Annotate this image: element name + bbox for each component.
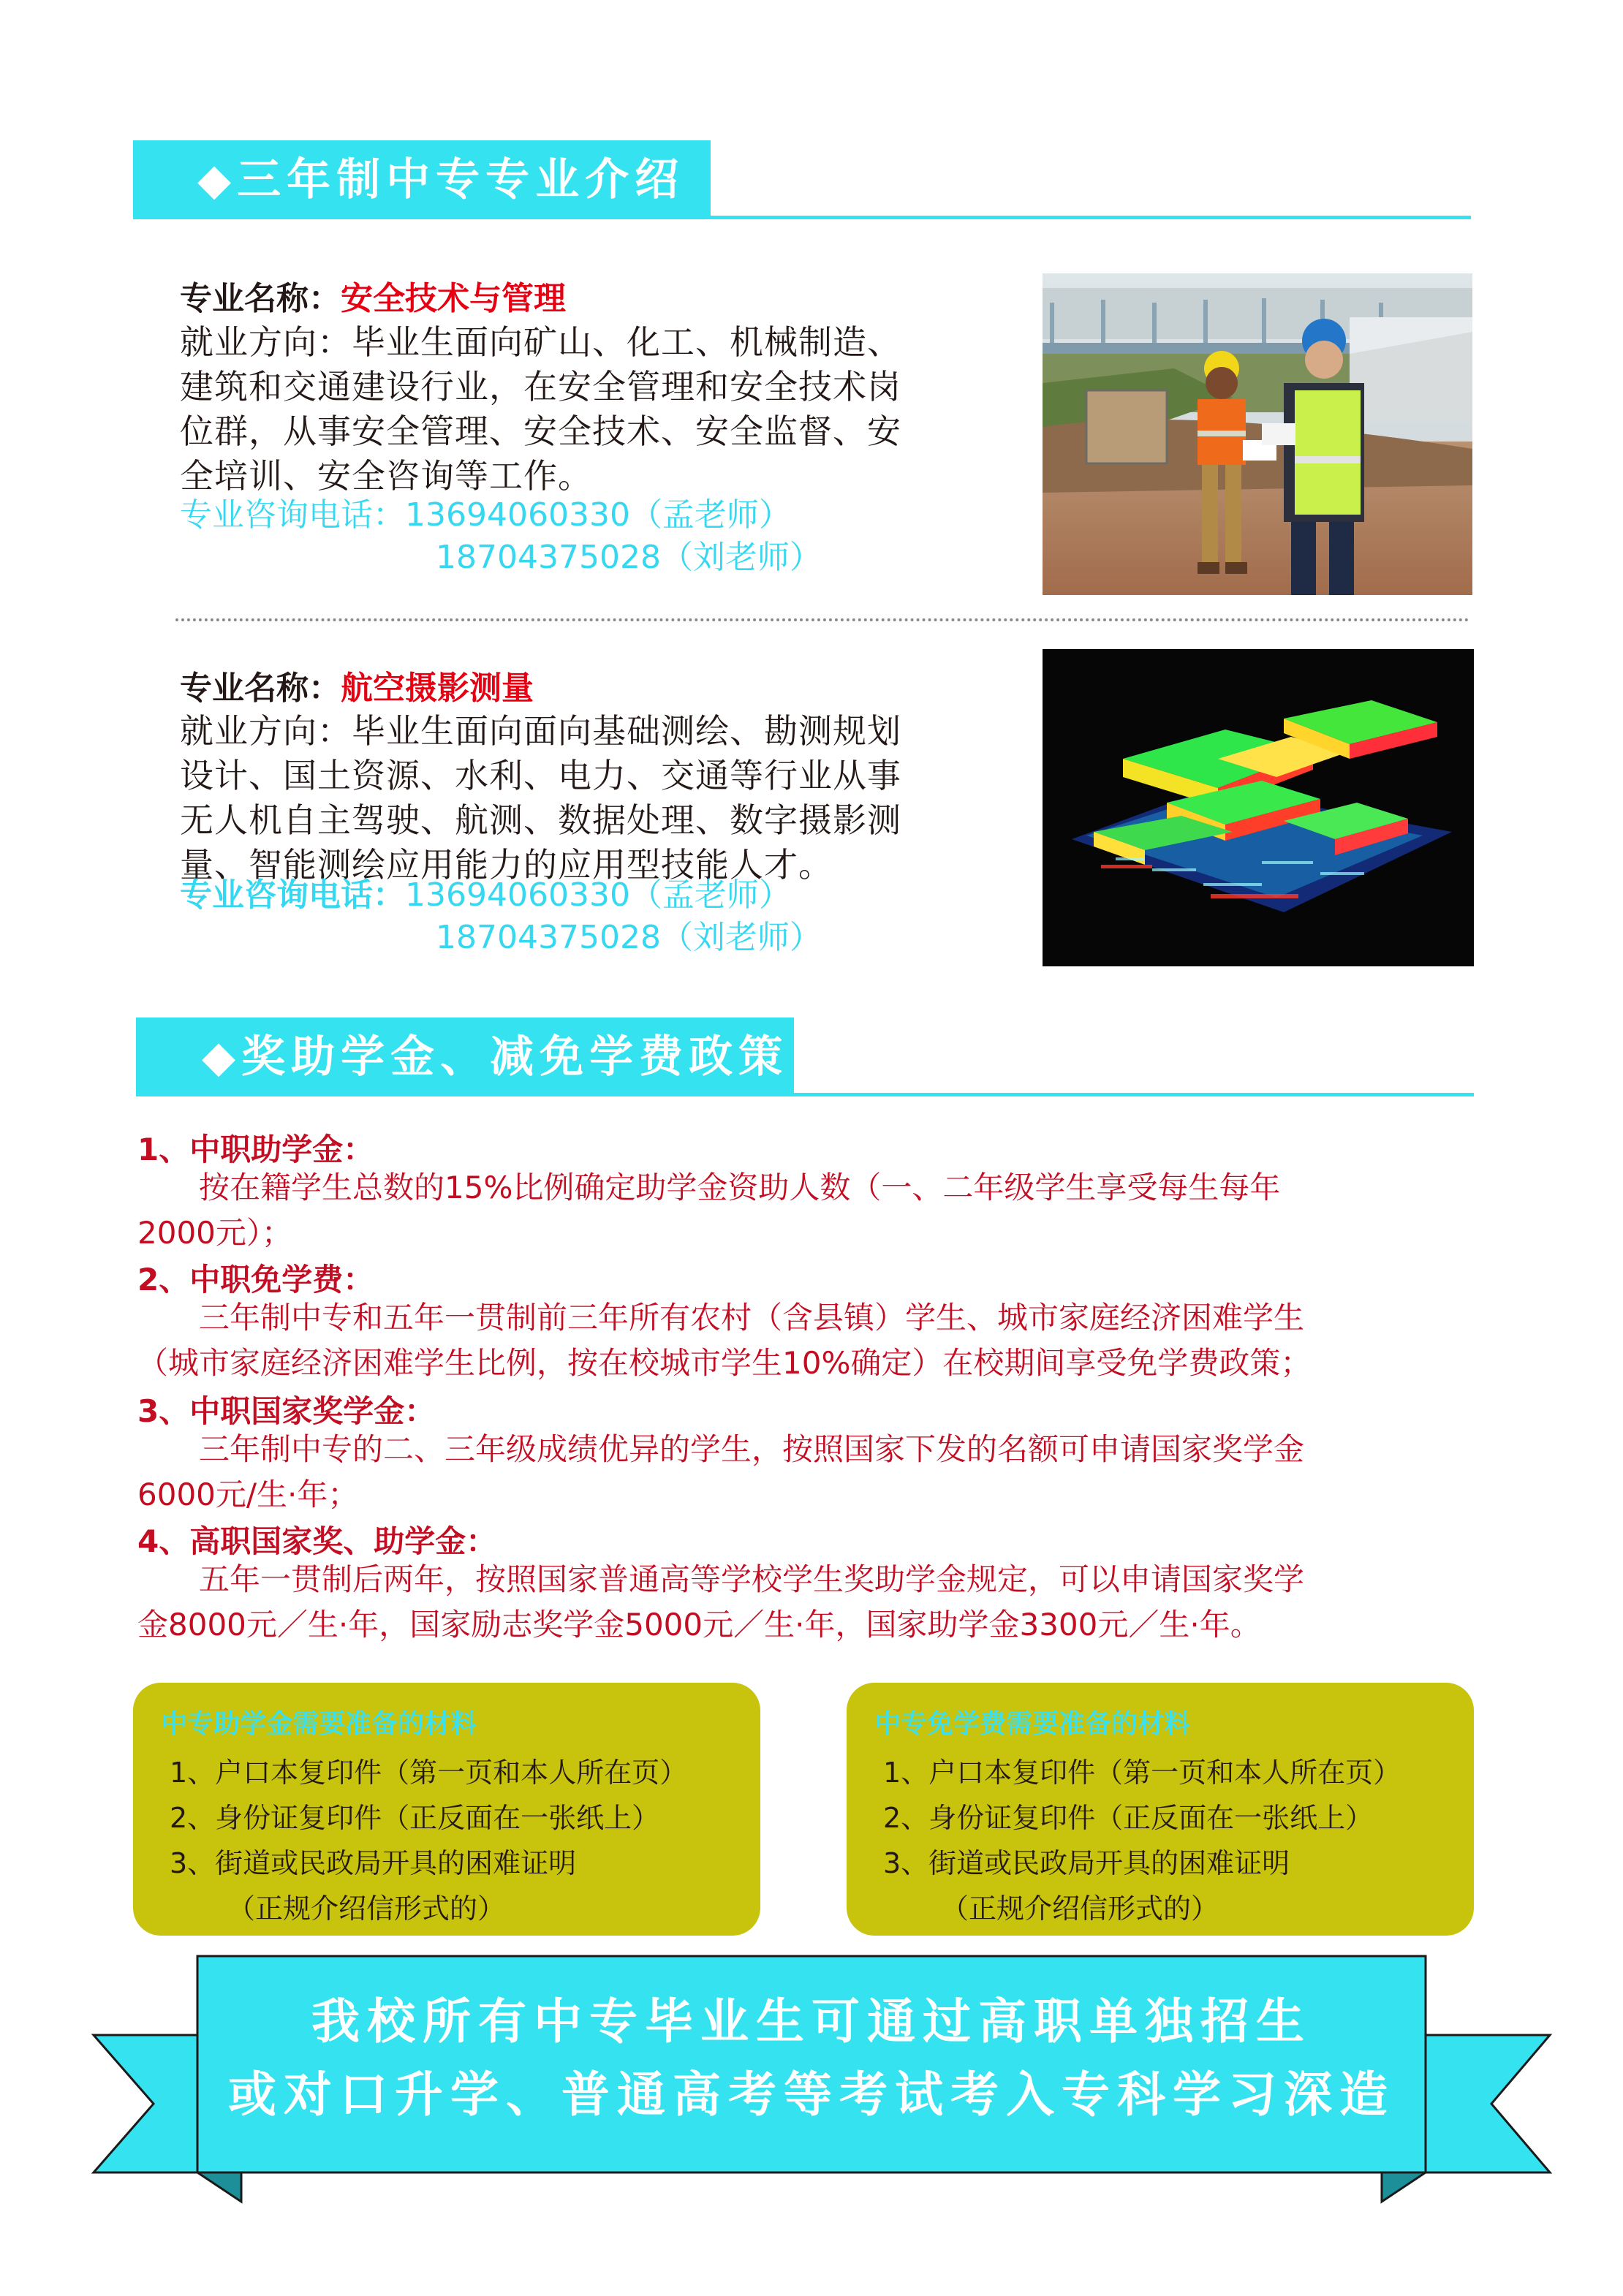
policy3-body — [137, 1427, 1475, 1518]
policy3-heading: 3、中职国家奖学金： — [137, 1393, 436, 1429]
major1-name-value: 安全技术与管理 — [341, 280, 566, 317]
major2-phone-line1 — [180, 874, 791, 917]
major2-desc-line: 量、智能测绘应用能力的应用型技能人才。 — [180, 845, 833, 884]
major2-desc-line: 就业方向：毕业生面向面向基础测绘、勘测规划 — [180, 711, 901, 751]
policy2-heading: 2、中职免学费： — [137, 1262, 374, 1297]
major1-phone-line1 — [180, 494, 791, 537]
major1-name-label: 专业名称： — [180, 280, 341, 317]
materials-grant-item: 2、身份证复印件（正反面在一张纸上） — [170, 1802, 660, 1834]
policy4-line: 金8000元／生·年，国家励志奖学金5000元／生·年，国家助学金3300元／生·年。 — [137, 1607, 1261, 1643]
materials-tuition-title: 中专免学费需要准备的材料 — [874, 1709, 1191, 1739]
policy1-heading: 1、中职助学金： — [137, 1132, 374, 1167]
major2-photo — [1043, 649, 1474, 966]
section1-dotted-divider — [175, 618, 1469, 621]
major2-phone-line2 — [436, 917, 822, 959]
materials-box-grant — [133, 1683, 760, 1936]
major1-desc-line: 建筑和交通建设行业，在安全管理和安全技术岗 — [180, 367, 901, 406]
policy4-line: 五年一贯制后两年，按照国家普通高等学校学生奖助学金规定，可以申请国家奖学 — [137, 1561, 1305, 1597]
policy3-line: 三年制中专的二、三年级成绩优异的学生，按照国家下发的名额可申请国家奖学金 — [137, 1431, 1305, 1467]
materials-grant-item: 3、街道或民政局开具的困难证明 — [170, 1847, 577, 1879]
section2-title: ◆奖助学金、减免学费政策 — [202, 1031, 789, 1083]
policy1-body — [137, 1165, 1475, 1256]
policy1-line: 2000元）； — [137, 1215, 292, 1251]
materials-grant-title: 中专助学金需要准备的材料 — [161, 1709, 477, 1739]
major1-phone-line2 — [436, 537, 822, 579]
policy2-line: （城市家庭经济困难学生比例，按在校城市学生10%确定）在校期间享受免学费政策； — [137, 1345, 1312, 1381]
major1-description — [180, 320, 1043, 499]
policy3-line: 6000元/生·年； — [137, 1477, 359, 1512]
major2-phone2: 18704375028（刘老师） — [436, 919, 822, 956]
major2-name — [180, 662, 534, 708]
section1-title: ◆三年制中专专业介绍 — [197, 154, 685, 205]
materials-tuition-item: （正规介绍信形式的） — [927, 1893, 1219, 1925]
major1-desc-line: 全培训、安全咨询等工作。 — [180, 456, 592, 496]
major1-phone-label: 专业咨询电话： — [180, 496, 405, 534]
major2-description — [180, 709, 1043, 887]
major2-desc-line: 设计、国土资源、水利、电力、交通等行业从事 — [180, 756, 901, 795]
major2-phone1: 13694060330（孟老师） — [405, 876, 791, 914]
major1-name — [180, 272, 566, 319]
policy4-heading: 4、高职国家奖、助学金： — [137, 1523, 497, 1559]
point-cloud-image — [1043, 649, 1474, 966]
major2-name-label: 专业名称： — [180, 670, 341, 707]
materials-grant-item: （正规介绍信形式的） — [213, 1893, 506, 1925]
materials-tuition-item: 3、街道或民政局开具的困难证明 — [883, 1847, 1290, 1879]
materials-grant-item: 1、户口本复印件（第一页和本人所在页） — [170, 1757, 688, 1789]
major1-phone1: 13694060330（孟老师） — [405, 496, 791, 534]
major2-desc-line: 无人机自主驾驶、航测、数据处理、数字摄影测 — [180, 800, 901, 840]
materials-box-tuition — [847, 1683, 1474, 1936]
materials-tuition-item: 2、身份证复印件（正反面在一张纸上） — [883, 1802, 1374, 1834]
policy1-line: 按在籍学生总数的15%比例确定助学金资助人数（一、二年级学生享受每生每年 — [137, 1170, 1281, 1205]
policy4-body — [137, 1557, 1475, 1648]
banner-line1: 我校所有中专毕业生可通过高职单独招生 — [311, 1993, 1312, 2050]
major1-desc-line: 就业方向：毕业生面向矿山、化工、机械制造、 — [180, 322, 901, 362]
major1-photo — [1043, 273, 1472, 595]
construction-workers-image — [1043, 273, 1472, 595]
policy2-body — [137, 1295, 1475, 1386]
major1-phone2: 18704375028（刘老师） — [436, 539, 822, 576]
policy2-line: 三年制中专和五年一贯制前三年所有农村（含县镇）学生、城市家庭经济困难学生 — [137, 1300, 1305, 1335]
major2-phone-label: 专业咨询电话： — [180, 876, 405, 914]
materials-tuition-item: 1、户口本复印件（第一页和本人所在页） — [883, 1757, 1401, 1789]
major2-name-value: 航空摄影测量 — [341, 670, 534, 707]
major1-desc-line: 位群，从事安全管理、安全技术、安全监督、安 — [180, 412, 901, 451]
banner-line2: 或对口升学、普通高考等考试考入专科学习深造 — [228, 2066, 1395, 2123]
